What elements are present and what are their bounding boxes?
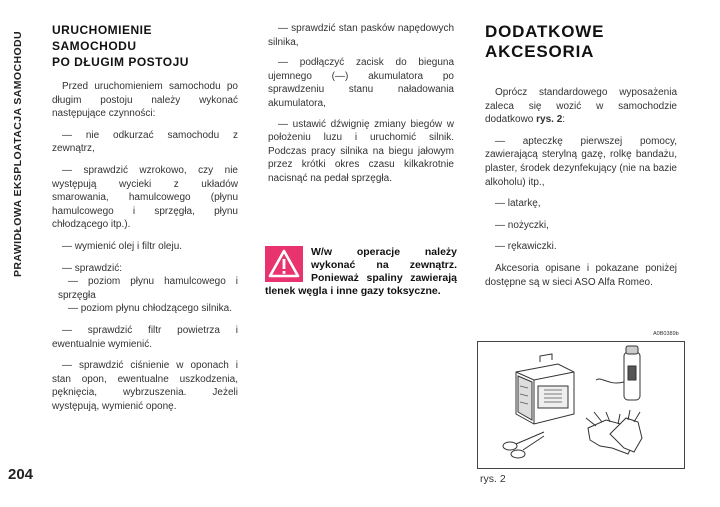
intro-end: : <box>562 114 566 126</box>
list-item: — latarkę, <box>495 198 541 210</box>
first-aid-kit-icon <box>516 354 574 424</box>
column-3 <box>485 22 677 297</box>
heading-line-1: DODATKOWE <box>485 22 605 41</box>
list-item: — nożyczki, <box>495 219 549 231</box>
list-item: — sprawdzić filtr powietrza i ewentualnie wymienić. <box>52 324 238 350</box>
warning-text: W/w operacje należy wykonać na zewnątrz. Ponieważ spaliny zawierają tlenek węgla i inne gazy toksyczne. <box>265 246 457 297</box>
figure-reference: rys. 2 <box>536 114 563 126</box>
list-item: — wymienić olej i filtr oleju. <box>62 240 183 252</box>
figure-caption: rys. 2 <box>480 473 506 485</box>
heading-line-2: AKCESORIA <box>485 42 595 61</box>
list-item-group <box>52 262 238 316</box>
warning-triangle-icon <box>265 246 303 282</box>
outro-paragraph: Akcesoria opisane i pokazane poniżej dostępne są w sieci ASO Alfa Romeo. <box>485 262 677 288</box>
flashlight-icon <box>596 346 640 400</box>
heading-line-2: PO DŁUGIM POSTOJU <box>52 55 189 69</box>
list-item: — sprawdzić wzrokowo, czy nie występują wycieki z układów smarowania, hamulcowego (płynu hamulcowego i sprzęgła, płynu chłodzącego itp.). <box>52 164 238 231</box>
heading-line-1: URUCHOMIENIE SAMOCHODU <box>52 23 153 53</box>
accessories-figure <box>477 341 685 469</box>
gloves-icon <box>586 410 642 454</box>
section-heading-startup <box>52 22 238 70</box>
intro-paragraph: Przed uruchomieniem samochodu po długim postoju należy wykonać następujące czynności: <box>52 81 238 120</box>
list-item: — sprawdzić ciśnienie w oponach i stan opon, ewentualne uszkodzenia, pęknięcia, wybrzuszenia. Jeżeli występują, wymienić oponę. <box>52 360 238 412</box>
sub-list-item: — poziom płynu hamulcowego i sprzęgła <box>58 276 238 301</box>
side-label-text: PRAWIDŁOWA EKSPLOATACJA SAMOCHODU <box>12 31 25 277</box>
warning-note <box>265 246 457 298</box>
intro-text: Oprócz standardowego wyposażenia zaleca się wozić w samochodzie dodatkowo <box>485 87 677 126</box>
figure-code: A0B0389b <box>653 331 679 337</box>
list-item: — sprawdzić: <box>62 262 123 274</box>
list-item: — nie odkurzać samochodu z zewnątrz, <box>52 129 238 155</box>
column-1 <box>52 22 238 421</box>
intro-paragraph <box>485 86 677 127</box>
section-heading-accessories <box>485 22 677 62</box>
list-item: — sprawdzić stan pasków napędowych silnika, <box>268 23 454 48</box>
list-item: — podłączyć zacisk do bieguna ujemnego (—) akumulatora po sprawdzeniu stanu naładowania akumulatora, <box>268 57 454 109</box>
list-item: — apteczkę pierwszej pomocy, zawierającą sterylną gazę, rolkę bandażu, plaster, środek dezynfekujący (nie na bazie alkoholu) itp., <box>485 135 677 188</box>
list-item: — rękawiczki. <box>495 241 557 253</box>
page-number: 204 <box>8 466 34 483</box>
sub-list-item: — poziom płynu chłodzącego silnika. <box>68 303 232 315</box>
section-side-label <box>7 20 29 288</box>
list-item: — ustawić dźwignię zmiany biegów w położeniu luzu i uruchomić silnik. Podczas pracy silnika na biegu jałowym przez krótki okres czasu kilkakrotnie nacisnąć na pedał sprzęgła. <box>268 118 454 184</box>
column-2 <box>268 22 454 193</box>
scissors-icon <box>503 432 544 458</box>
